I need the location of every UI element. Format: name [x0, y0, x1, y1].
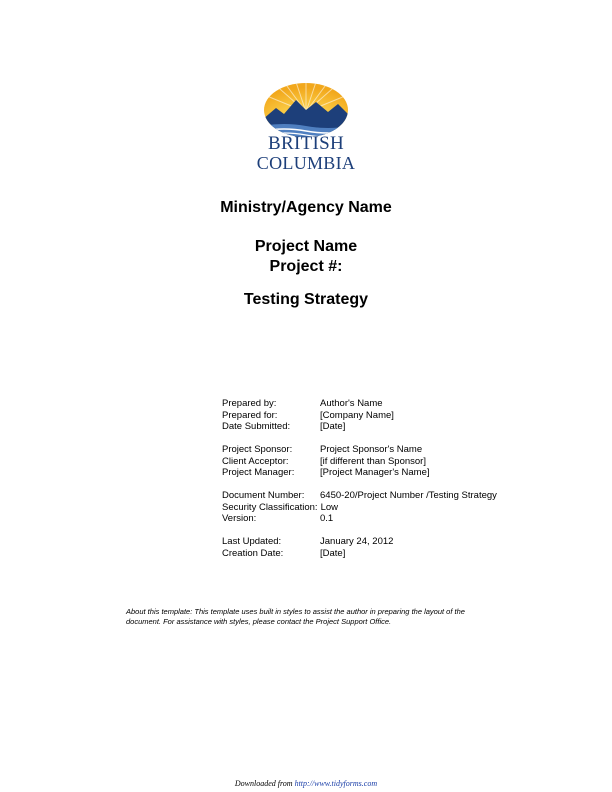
client-acceptor-row: [222, 456, 497, 468]
logo-wordmark-line1: BRITISH: [268, 133, 344, 154]
field-label: Prepared for:: [222, 409, 278, 421]
prepared-for-row: [222, 410, 497, 422]
document-number-row: [222, 490, 497, 502]
prepared-by-row: [222, 398, 497, 410]
field-label: Project Manager:: [222, 467, 295, 478]
field-value: [if different than Sponsor]: [320, 455, 426, 467]
creation-date-row: [222, 548, 497, 560]
document-title: Testing Strategy: [243, 291, 369, 308]
field-label: Creation Date:: [222, 547, 284, 559]
field-label: Security Classification:: [222, 501, 318, 513]
project-number: Project #:: [269, 258, 343, 275]
bc-sun-mountain-icon: [262, 82, 350, 138]
ministry-name: Ministry/Agency Name: [220, 199, 392, 216]
field-value: 0.1: [320, 513, 334, 524]
field-label: Prepared by:: [222, 398, 277, 409]
field-value: Author's Name: [320, 398, 383, 409]
field-label: Project Sponsor:: [222, 444, 293, 455]
project-sponsor-row: [222, 444, 497, 456]
footer-prefix: Downloaded from: [234, 779, 293, 788]
field-value: [Date]: [320, 421, 346, 432]
field-value: Low: [320, 501, 338, 513]
project-manager-row: [222, 467, 497, 479]
field-value: [Project Manager's Name]: [320, 467, 430, 478]
field-value: Project Sponsor's Name: [320, 444, 423, 455]
field-value: January 24, 2012: [320, 536, 394, 547]
field-label: Last Updated:: [222, 536, 282, 547]
field-label: Client Acceptor:: [222, 455, 289, 467]
project-name: Project Name: [254, 238, 358, 255]
about-template-note: About this template: This template uses built in styles to assist the author in preparing the layout of the document. For assistance with styles, please contact the Project Support Office.: [126, 607, 465, 626]
field-value: 6450-20/Project Number /Testing Strategy: [320, 490, 497, 501]
field-label: Date Submitted:: [222, 421, 291, 432]
logo-wordmark-line2: COLUMBIA: [256, 153, 356, 173]
download-footer: [0, 779, 612, 788]
field-value: [Company Name]: [320, 409, 394, 421]
version-row: [222, 513, 497, 525]
field-value: [Date]: [320, 547, 346, 559]
footer-link[interactable]: http://www.tidyforms.com: [294, 779, 378, 788]
field-label: Document Number:: [222, 490, 305, 501]
last-updated-row: [222, 536, 497, 548]
document-info-block: [222, 398, 497, 559]
date-submitted-row: [222, 421, 497, 433]
field-label: Version:: [222, 513, 257, 524]
bc-logo: [252, 82, 360, 172]
security-classification-row: [222, 502, 497, 514]
